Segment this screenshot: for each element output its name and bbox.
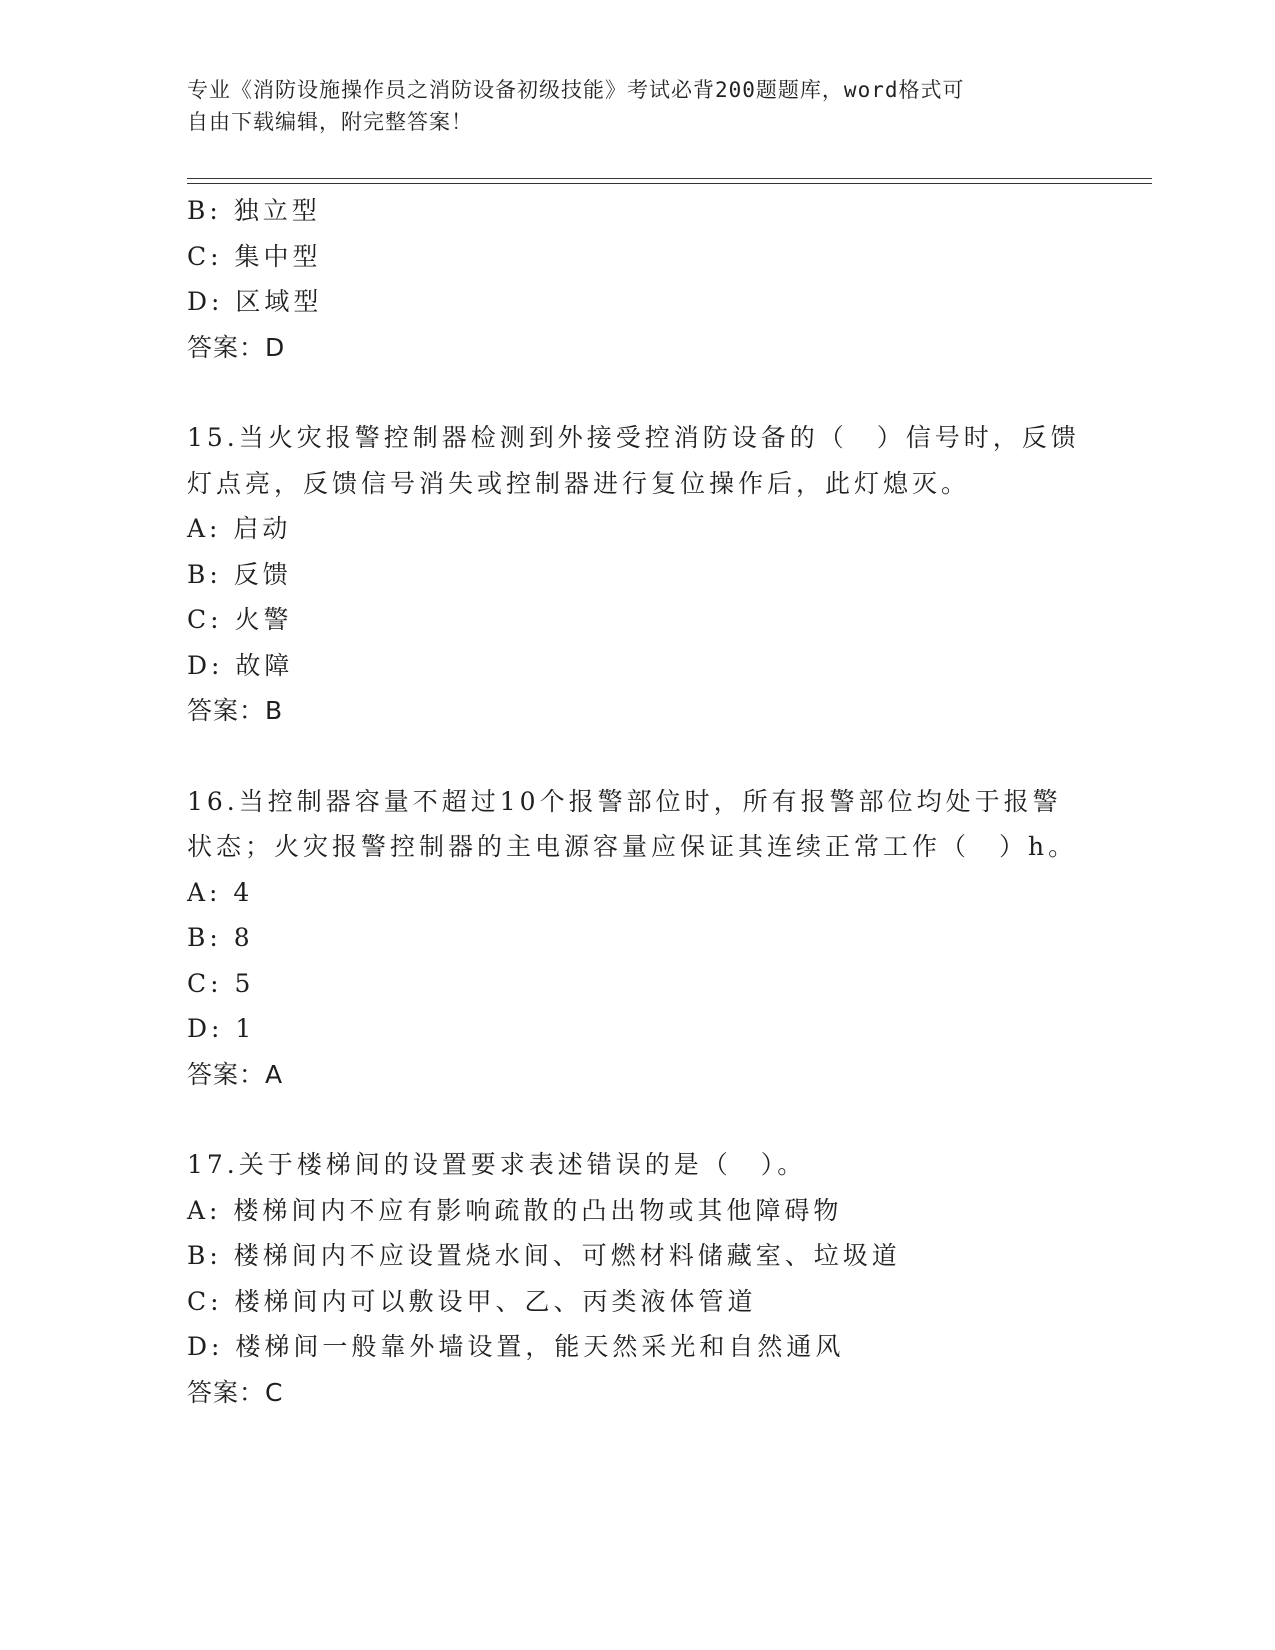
page-header bbox=[187, 74, 1067, 138]
option-d: D: 楼梯间一般靠外墙设置，能天然采光和自然通风 bbox=[187, 1332, 845, 1361]
answer-line: 答案：C bbox=[187, 1377, 284, 1407]
header-rule-bottom bbox=[187, 183, 1152, 184]
answer-line: 答案：B bbox=[187, 696, 284, 725]
option-b: B: 独立型 bbox=[187, 196, 321, 225]
question-text-line-1: 17.关于楼梯间的设置要求表述错误的是（ ）。 bbox=[187, 1150, 807, 1179]
option-d: D: 区域型 bbox=[187, 287, 323, 316]
question-text-line-1: 16.当控制器容量不超过10个报警部位时，所有报警部位均处于报警 bbox=[187, 786, 1062, 816]
spacer bbox=[187, 370, 1087, 415]
question-14-tail bbox=[187, 188, 1087, 370]
question-text-line-1: 15.当火灾报警控制器检测到外接受控消防设备的（ ）信号时，反馈 bbox=[187, 423, 1080, 452]
question-text-line-2: 灯点亮，反馈信号消失或控制器进行复位操作后，此灯熄灭。 bbox=[187, 468, 971, 498]
header-line-2: 自由下载编辑，附完整答案！ bbox=[187, 110, 473, 134]
option-c: C: 火警 bbox=[187, 605, 293, 634]
option-c: C: 楼梯间内可以敷设甲、乙、丙类液体管道 bbox=[187, 1286, 757, 1316]
option-c: C: 5 bbox=[187, 968, 255, 998]
question-15 bbox=[187, 415, 1087, 734]
question-16 bbox=[187, 779, 1087, 1098]
header-rule-top bbox=[187, 178, 1152, 179]
option-a: A: 启动 bbox=[187, 514, 292, 543]
option-b: B: 8 bbox=[187, 923, 254, 952]
answer-line: 答案：D bbox=[187, 332, 286, 362]
option-d: D: 故障 bbox=[187, 650, 294, 680]
header-line-1: 专业《消防设施操作员之消防设备初级技能》考试必背200题题库，word格式可 bbox=[187, 78, 965, 102]
spacer bbox=[187, 1097, 1087, 1142]
option-d: D: 1 bbox=[187, 1014, 256, 1043]
question-17 bbox=[187, 1142, 1087, 1415]
spacer bbox=[187, 734, 1087, 779]
option-a: A: 楼梯间内不应有影响疏散的凸出物或其他障碍物 bbox=[187, 1195, 843, 1225]
option-c: C: 集中型 bbox=[187, 241, 322, 271]
option-a: A: 4 bbox=[187, 877, 254, 907]
question-text-line-2: 状态；火灾报警控制器的主电源容量应保证其连续正常工作（ ）h。 bbox=[187, 832, 1078, 861]
option-b: B: 反馈 bbox=[187, 559, 292, 589]
answer-line: 答案：A bbox=[187, 1059, 284, 1089]
question-list bbox=[187, 188, 1087, 1415]
option-b: B: 楼梯间内不应设置烧水间、可燃材料储藏室、垃圾道 bbox=[187, 1241, 901, 1270]
